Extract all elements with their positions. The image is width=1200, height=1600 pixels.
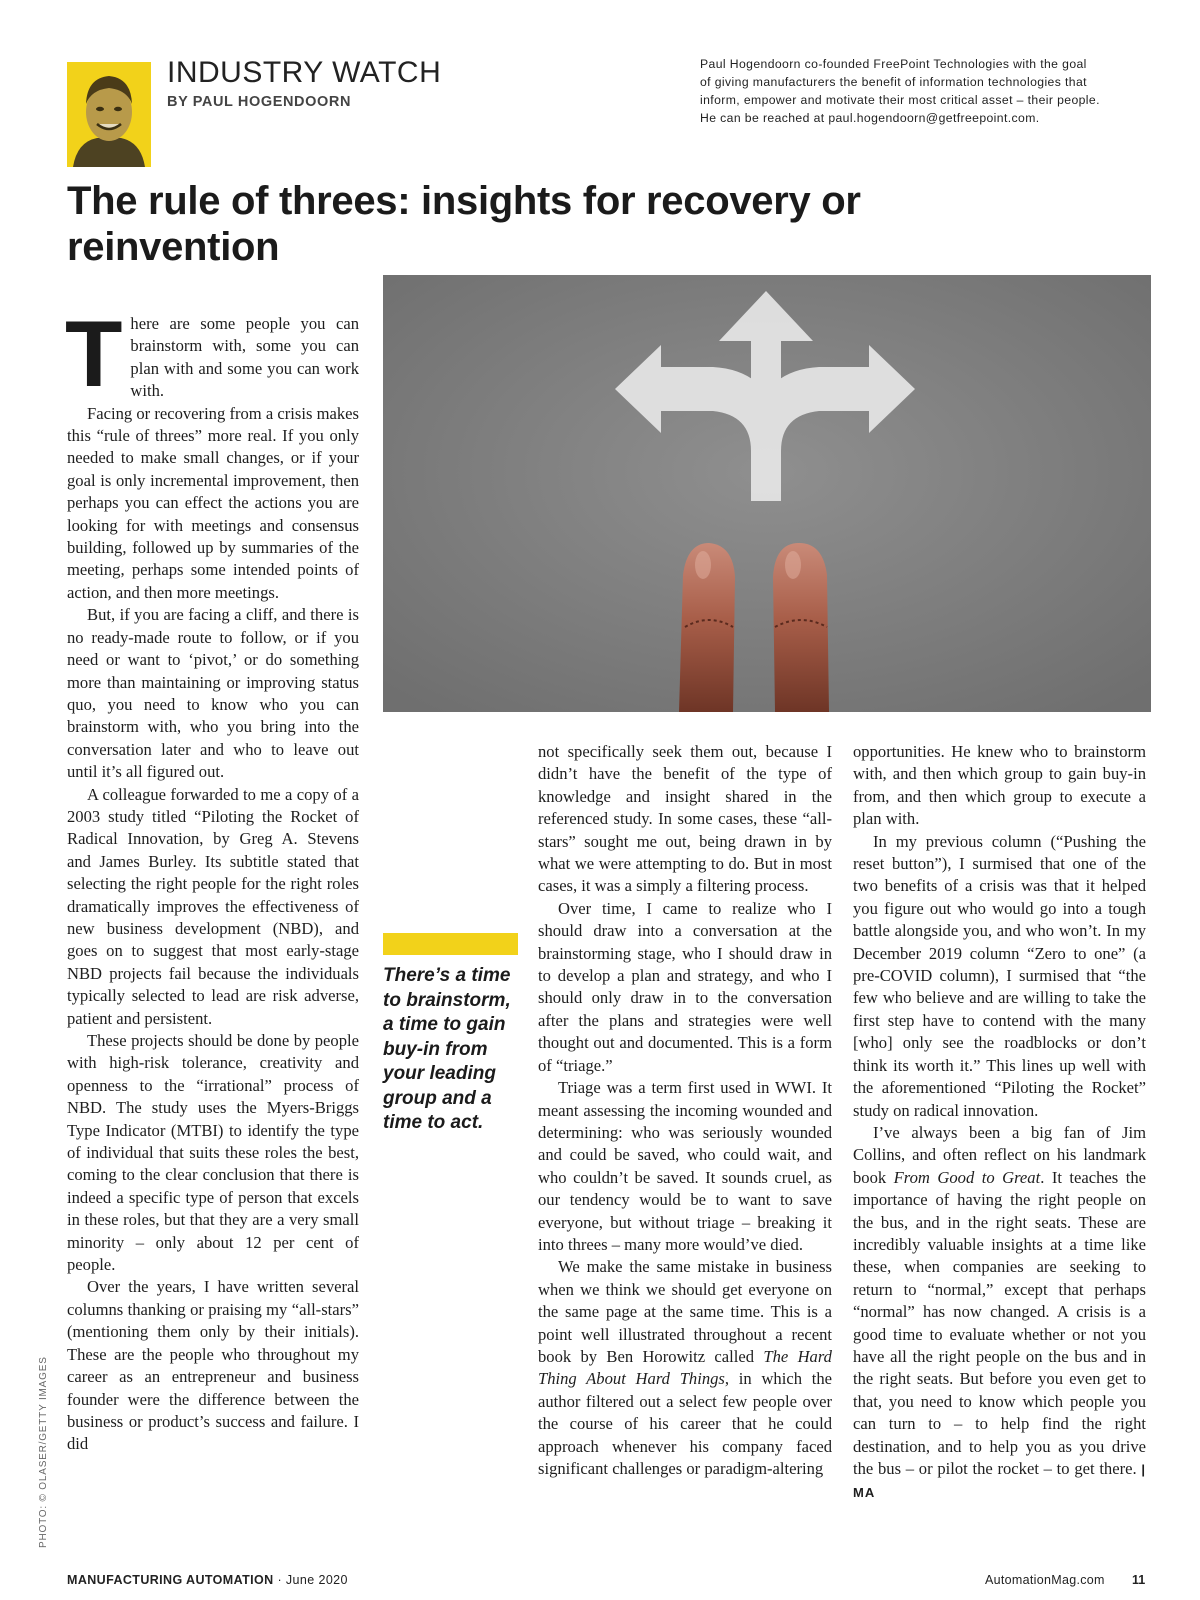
section-title: INDUSTRY WATCH xyxy=(167,56,442,89)
end-mark: | MA xyxy=(853,1462,1147,1501)
author-headshot-icon xyxy=(67,62,151,167)
author-photo xyxy=(67,62,151,167)
headline xyxy=(67,178,967,270)
paragraph-text: I’ve always been a big fan of Jim Collins, and often reflect on his landmark book xyxy=(853,1122,1146,1187)
magazine-name: MANUFACTURING AUTOMATION xyxy=(67,1573,274,1587)
paragraph xyxy=(853,1122,1146,1505)
footer-site: AutomationMag.com xyxy=(985,1573,1105,1587)
footer-publication xyxy=(67,1573,348,1587)
paragraph: opportunities. He knew who to brainstorm with, and then which group to gain buy-in from, and then which group to execute a plan with. xyxy=(853,742,1146,829)
paragraph: not specifically seek them out, because I didn’t have the benefit of the type of knowledge and insight shared in the referenced study. In some cases, these “all-stars” sought me out, being drawn in by what we were attempting to do. But in most cases, it was a simply a filtering process. xyxy=(538,742,832,896)
article-column-2 xyxy=(538,741,832,1480)
paragraph xyxy=(65,301,359,406)
bio-line: of giving manufacturers the benefit of information technologies that xyxy=(700,75,1087,89)
issue-date: · June 2020 xyxy=(277,1573,348,1587)
paragraph: But, if you are facing a cliff, and there is no ready-made route to follow, or if you need or want to ‘pivot,’ or do something more than maintaining or improving status quo, you need to know who you can brainstorm with, who you bring into the conversation later and who to leave out until it’s all figured out. xyxy=(67,605,359,782)
paragraph: Triage was a term first used in WWI. It meant assessing the incoming wounded and determining: who was seriously wounded and could be saved, who could wait, and who couldn’t be saved. It sounds cruel, as our tendency would be to want to save everyone, but without triage – breaking it into threes – many more would’ve died. xyxy=(538,1078,832,1254)
byline: BY PAUL HOGENDOORN xyxy=(167,94,352,110)
article-column-3 xyxy=(853,741,1146,1505)
book-title: The Hard Thing About Hard Things xyxy=(538,1346,832,1389)
paragraph: In my previous column (“Pushing the reset button”), I surmised that one of the two benefits of a crisis was that it helped you figure out who would go into a tough battle alongside you, and who won’t. In my December 2019 column “Zero to one” (a pre-COVID column), I surmised that “the few who believe and are willing to take the first step have to contend with the many [who] only see the roadblocks or don’t think its worth it.” This lines up well with the aforementioned “Piloting the Rocket” study on radical innovation. xyxy=(853,831,1146,1120)
bio-line: He can be reached at paul.hogendoorn@getfreepoint.com. xyxy=(700,111,1040,125)
paragraph: Over the years, I have written several columns thanking or praising my “all-stars” (mentioning them only by their initials). These are the people who throughout my career as an entrepreneur and business founder were the difference between the business or product’s success and failure. I did xyxy=(67,1277,359,1454)
paragraph-text: . It teaches the importance of having the right people on the bus, and in the right seats. These are incredibly valuable insights at a time like these, when companies are seeking to return to “normal,” except that perhaps “normal” has now changed. A crisis is a good time to evaluate whether or not you have all the right people on the bus and in the right seats. But before you even get to that, you need to know which people you can turn to – to help find the right destination, and to help you as you drive the bus – or pilot the rocket – to get there. xyxy=(853,1167,1146,1478)
page-number: 11 xyxy=(1132,1573,1146,1587)
author-bio xyxy=(700,55,1140,127)
paragraph: These projects should be done by people with high-risk tolerance, creativity and openness to the “irrational” process of NBD. The study uses the Myers-Briggs Type Indicator (MTBI) to identify the type of individual that suits these roles the best, coming to the clear conclusion that there is indeed a specific type of person that excels in these roles, but that they are a very small minority – only about 12 per cent of people. xyxy=(67,1031,359,1275)
photo-credit: PHOTO: © OLASER/GETTY IMAGES xyxy=(38,1356,49,1548)
paragraph: Over time, I came to realize who I should draw into a conversation at the brainstorming stage, who I should draw in to develop a plan and strategy, and who I should only draw in to the conversation after the plans and strategies were well thought out and documented. This is a form of “triage.” xyxy=(538,898,832,1075)
article-column-1 xyxy=(65,301,359,1456)
paragraph: Facing or recovering from a crisis makes this “rule of threes” more real. If you only needed to make small changes, or if your goal is only incremental improvement, then perhaps you can effect the actions you are looking for with meetings and consensus building, followed up by summaries of the meeting, perhaps some intended points of action, and then more meetings. xyxy=(67,403,359,602)
book-title: From Good to Great xyxy=(893,1167,1041,1187)
bio-line: inform, empower and motivate their most critical asset – their people. xyxy=(700,93,1100,107)
headline-line: reinvention xyxy=(67,225,280,269)
bio-line: Paul Hogendoorn co-founded FreePoint Technologies with the goal xyxy=(700,57,1087,71)
headline-line: The rule of threes: insights for recovery or xyxy=(67,179,861,223)
paragraph-text: We make the same mistake in business when we think we should get everyone on the same page at the same time. This is a point well illustrated throughout a recent book by Ben Horowitz called xyxy=(538,1257,832,1366)
paragraph-text: here are some people you can brainstorm with, some you can plan with and some you can work with. xyxy=(130,314,359,401)
paragraph: A colleague forwarded to me a copy of a 2003 study titled “Piloting the Rocket of Radical Innovation, by Greg A. Stevens and James Burley. Its subtitle stated that selecting the right people for the right roles dramatically improves the effectiveness of new business development (NBD), and goes on to suggest that most early-stage NBD projects fail because the individuals typically selected to lead are risk adverse, patient and persistent. xyxy=(67,784,359,1028)
crossroads-photo xyxy=(383,275,1151,712)
drop-cap: T xyxy=(65,301,123,406)
paragraph-text: , in which the author filtered out a select few people over the course of his career that he could approach whenever his company faced significant challenges or paradigm-altering xyxy=(538,1369,833,1478)
paragraph xyxy=(538,1256,832,1480)
pull-quote: There’s a time to brainstorm, a time to gain buy-in from your leading group and a time to act. xyxy=(383,965,511,1133)
pull-quote-bar xyxy=(383,933,518,955)
hero-photo xyxy=(383,275,1151,712)
